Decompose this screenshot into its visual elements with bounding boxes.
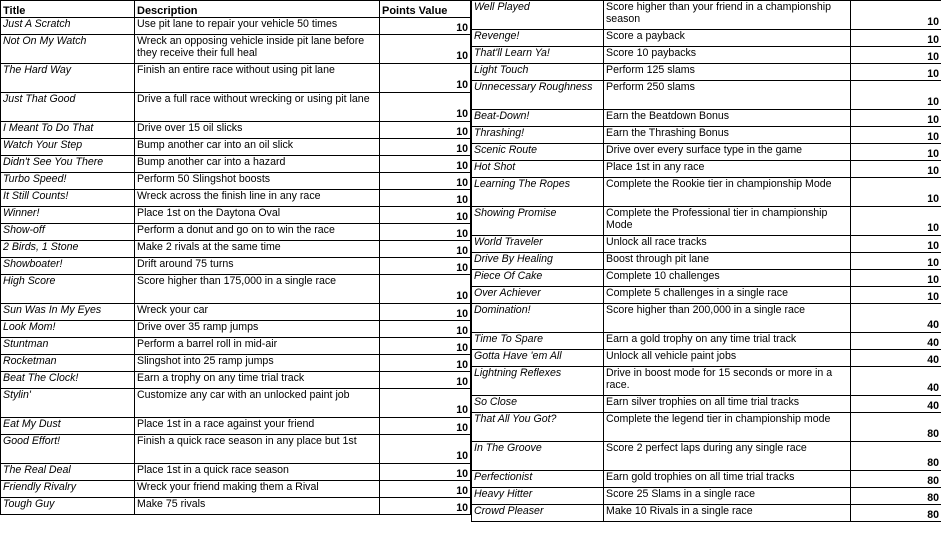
achievement-title: Sun Was In My Eyes <box>1 304 135 321</box>
achievement-title: Thrashing! <box>472 127 604 144</box>
points-value: 10 <box>380 304 471 321</box>
achievement-title: Perfectionist <box>472 471 604 488</box>
achievement-description: Earn silver trophies on all time trial tracks <box>604 396 851 413</box>
achievement-title: Lightning Reflexes <box>472 367 604 396</box>
table-row <box>1 207 471 224</box>
achievement-title: Look Mom! <box>1 321 135 338</box>
achievement-title: Light Touch <box>472 64 604 81</box>
points-value: 10 <box>851 127 941 144</box>
achievement-description: Use pit lane to repair your vehicle 50 times <box>135 18 380 35</box>
achievement-description: Unlock all race tracks <box>604 236 851 253</box>
achievement-title: World Traveler <box>472 236 604 253</box>
achievement-description: Customize any car with an unlocked paint job <box>135 389 380 418</box>
achievement-title: Eat My Dust <box>1 418 135 435</box>
achievement-description: Complete the Rookie tier in championship Mode <box>604 178 851 207</box>
table-row <box>1 275 471 304</box>
points-value: 40 <box>851 396 941 413</box>
achievement-title: High Score <box>1 275 135 304</box>
achievement-description: Place 1st in any race <box>604 161 851 178</box>
achievement-title: Show-off <box>1 224 135 241</box>
table-row <box>472 270 941 287</box>
points-value: 40 <box>851 304 941 333</box>
achievement-title: In The Groove <box>472 442 604 471</box>
achievement-title: The Hard Way <box>1 64 135 93</box>
achievement-title: Scenic Route <box>472 144 604 161</box>
table-row <box>1 35 471 64</box>
achievement-title: Beat-Down! <box>472 110 604 127</box>
achievement-title: Didn't See You There <box>1 156 135 173</box>
points-value: 10 <box>380 122 471 139</box>
points-value: 40 <box>851 350 941 367</box>
achievement-description: Score 2 perfect laps during any single race <box>604 442 851 471</box>
achievement-description: Finish an entire race without using pit lane <box>135 64 380 93</box>
achievement-title: It Still Counts! <box>1 190 135 207</box>
table-row <box>472 1 941 30</box>
achievement-title: Domination! <box>472 304 604 333</box>
table-row <box>472 207 941 236</box>
achievement-description: Earn gold trophies on all time trial tracks <box>604 471 851 488</box>
achievement-description: Place 1st in a quick race season <box>135 464 380 481</box>
table-row <box>1 224 471 241</box>
achievement-description: Earn the Beatdown Bonus <box>604 110 851 127</box>
achievement-title: Crowd Pleaser <box>472 505 604 522</box>
achievement-description: Wreck your car <box>135 304 380 321</box>
table-row <box>472 110 941 127</box>
achievement-title: Just A Scratch <box>1 18 135 35</box>
achievement-description: Score 10 paybacks <box>604 47 851 64</box>
table-row <box>1 435 471 464</box>
achievement-title: Gotta Have 'em All <box>472 350 604 367</box>
table-row <box>1 372 471 389</box>
achievement-title: Turbo Speed! <box>1 173 135 190</box>
achievement-title: Piece Of Cake <box>472 270 604 287</box>
achievement-description: Score higher than 200,000 in a single race <box>604 304 851 333</box>
achievement-title: Watch Your Step <box>1 139 135 156</box>
achievement-description: Earn a gold trophy on any time trial track <box>604 333 851 350</box>
table-row <box>1 355 471 372</box>
achievement-description: Finish a quick race season in any place but 1st <box>135 435 380 464</box>
points-value: 10 <box>380 173 471 190</box>
table-row <box>1 321 471 338</box>
achievement-description: Drive over every surface type in the game <box>604 144 851 161</box>
table-row <box>472 367 941 396</box>
points-value: 10 <box>851 207 941 236</box>
table-row <box>472 471 941 488</box>
table-row <box>1 304 471 321</box>
table-row <box>1 338 471 355</box>
achievement-description: Score 25 Slams in a single race <box>604 488 851 505</box>
achievement-title: Drive By Healing <box>472 253 604 270</box>
column-header-points: Points Value <box>380 1 471 18</box>
achievement-title: Good Effort! <box>1 435 135 464</box>
achievement-description: Complete 10 challenges <box>604 270 851 287</box>
achievement-description: Boost through pit lane <box>604 253 851 270</box>
achievement-description: Make 75 rivals <box>135 498 380 515</box>
points-value: 10 <box>851 144 941 161</box>
table-row <box>1 418 471 435</box>
achievement-description: Perform 250 slams <box>604 81 851 110</box>
table-row <box>1 18 471 35</box>
achievements-table-right <box>471 0 941 522</box>
points-value: 10 <box>380 418 471 435</box>
table-row <box>472 333 941 350</box>
points-value: 10 <box>380 338 471 355</box>
table-header-row <box>1 1 471 18</box>
points-value: 10 <box>380 435 471 464</box>
achievement-description: Slingshot into 25 ramp jumps <box>135 355 380 372</box>
achievement-description: Make 10 Rivals in a single race <box>604 505 851 522</box>
achievement-title: So Close <box>472 396 604 413</box>
achievement-title: Revenge! <box>472 30 604 47</box>
table-row <box>472 350 941 367</box>
table-row <box>1 241 471 258</box>
achievement-description: Perform 125 slams <box>604 64 851 81</box>
achievement-description: Complete the Professional tier in championship Mode <box>604 207 851 236</box>
points-value: 10 <box>380 275 471 304</box>
achievement-description: Unlock all vehicle paint jobs <box>604 350 851 367</box>
achievement-title: Heavy Hitter <box>472 488 604 505</box>
points-value: 10 <box>851 287 941 304</box>
achievement-title: Well Played <box>472 1 604 30</box>
achievement-title: That All You Got? <box>472 413 604 442</box>
points-value: 10 <box>380 372 471 389</box>
table-row <box>472 442 941 471</box>
achievement-description: Drift around 75 turns <box>135 258 380 275</box>
points-value: 80 <box>851 505 941 522</box>
achievement-title: Winner! <box>1 207 135 224</box>
achievement-description: Perform 50 Slingshot boosts <box>135 173 380 190</box>
table-row <box>472 127 941 144</box>
achievement-description: Drive a full race without wrecking or using pit lane <box>135 93 380 122</box>
achievement-description: Earn a trophy on any time trial track <box>135 372 380 389</box>
points-value: 10 <box>380 190 471 207</box>
table-row <box>472 81 941 110</box>
points-value: 80 <box>851 442 941 471</box>
points-value: 10 <box>380 241 471 258</box>
points-value: 10 <box>851 64 941 81</box>
points-value: 10 <box>380 481 471 498</box>
table-row <box>1 464 471 481</box>
points-value: 10 <box>380 207 471 224</box>
points-value: 10 <box>851 270 941 287</box>
table-row <box>1 481 471 498</box>
table-row <box>1 156 471 173</box>
achievement-title: The Real Deal <box>1 464 135 481</box>
achievement-description: Perform a barrel roll in mid-air <box>135 338 380 355</box>
achievement-title: Stuntman <box>1 338 135 355</box>
table-row <box>1 64 471 93</box>
table-row <box>472 505 941 522</box>
table-row <box>472 488 941 505</box>
points-value: 10 <box>380 35 471 64</box>
points-value: 10 <box>380 18 471 35</box>
points-value: 10 <box>380 258 471 275</box>
table-row <box>1 498 471 515</box>
achievement-description: Perform a donut and go on to win the race <box>135 224 380 241</box>
achievement-title: Just That Good <box>1 93 135 122</box>
points-value: 10 <box>380 498 471 515</box>
achievement-description: Earn the Thrashing Bonus <box>604 127 851 144</box>
table-row <box>472 47 941 64</box>
points-value: 40 <box>851 367 941 396</box>
achievement-title: Friendly Rivalry <box>1 481 135 498</box>
achievement-description: Complete 5 challenges in a single race <box>604 287 851 304</box>
table-row <box>472 30 941 47</box>
achievement-description: Score higher than 175,000 in a single race <box>135 275 380 304</box>
table-row <box>1 122 471 139</box>
achievement-title: Showing Promise <box>472 207 604 236</box>
column-header-title: Title <box>1 1 135 18</box>
achievement-description: Place 1st on the Daytona Oval <box>135 207 380 224</box>
points-value: 10 <box>851 30 941 47</box>
achievement-title: Over Achiever <box>472 287 604 304</box>
table-row <box>472 64 941 81</box>
achievement-description: Drive in boost mode for 15 seconds or more in a race. <box>604 367 851 396</box>
achievement-description: Score higher than your friend in a championship season <box>604 1 851 30</box>
points-value: 80 <box>851 488 941 505</box>
achievement-title: Tough Guy <box>1 498 135 515</box>
points-value: 10 <box>851 178 941 207</box>
table-row <box>1 190 471 207</box>
achievement-description: Place 1st in a race against your friend <box>135 418 380 435</box>
points-value: 10 <box>851 161 941 178</box>
table-row <box>1 139 471 156</box>
achievement-title: I Meant To Do That <box>1 122 135 139</box>
table-row <box>1 93 471 122</box>
achievement-title: Showboater! <box>1 258 135 275</box>
points-value: 10 <box>851 253 941 270</box>
table-row <box>472 396 941 413</box>
table-row <box>472 178 941 207</box>
points-value: 10 <box>851 47 941 64</box>
achievement-description: Wreck your friend making them a Rival <box>135 481 380 498</box>
achievement-title: Hot Shot <box>472 161 604 178</box>
points-value: 10 <box>380 64 471 93</box>
achievement-title: Stylin' <box>1 389 135 418</box>
table-row <box>472 253 941 270</box>
achievement-title: Beat The Clock! <box>1 372 135 389</box>
achievement-description: Bump another car into a hazard <box>135 156 380 173</box>
table-row <box>1 173 471 190</box>
points-value: 10 <box>851 236 941 253</box>
achievement-title: Not On My Watch <box>1 35 135 64</box>
points-value: 10 <box>851 1 941 30</box>
column-header-description: Description <box>135 1 380 18</box>
achievement-description: Score a payback <box>604 30 851 47</box>
points-value: 10 <box>380 224 471 241</box>
achievement-description: Wreck across the finish line in any race <box>135 190 380 207</box>
points-value: 10 <box>851 81 941 110</box>
achievement-title: 2 Birds, 1 Stone <box>1 241 135 258</box>
points-value: 10 <box>380 93 471 122</box>
achievement-title: Time To Spare <box>472 333 604 350</box>
achievement-description: Drive over 35 ramp jumps <box>135 321 380 338</box>
points-value: 10 <box>380 355 471 372</box>
points-value: 80 <box>851 413 941 442</box>
achievement-description: Complete the legend tier in championship mode <box>604 413 851 442</box>
table-row <box>1 389 471 418</box>
points-value: 10 <box>380 464 471 481</box>
achievements-table-left <box>0 0 471 515</box>
table-row <box>472 236 941 253</box>
points-value: 10 <box>380 139 471 156</box>
achievement-description: Drive over 15 oil slicks <box>135 122 380 139</box>
points-value: 10 <box>380 321 471 338</box>
points-value: 80 <box>851 471 941 488</box>
table-row <box>472 287 941 304</box>
table-row <box>472 161 941 178</box>
achievement-description: Bump another car into an oil slick <box>135 139 380 156</box>
achievement-title: That'll Learn Ya! <box>472 47 604 64</box>
table-row <box>1 258 471 275</box>
achievement-title: Rocketman <box>1 355 135 372</box>
points-value: 40 <box>851 333 941 350</box>
achievement-description: Wreck an opposing vehicle inside pit lane before they receive their full heal <box>135 35 380 64</box>
achievement-description: Make 2 rivals at the same time <box>135 241 380 258</box>
table-row <box>472 304 941 333</box>
points-value: 10 <box>851 110 941 127</box>
table-row <box>472 144 941 161</box>
points-value: 10 <box>380 156 471 173</box>
achievement-title: Learning The Ropes <box>472 178 604 207</box>
table-row <box>472 413 941 442</box>
achievement-title: Unnecessary Roughness <box>472 81 604 110</box>
points-value: 10 <box>380 389 471 418</box>
